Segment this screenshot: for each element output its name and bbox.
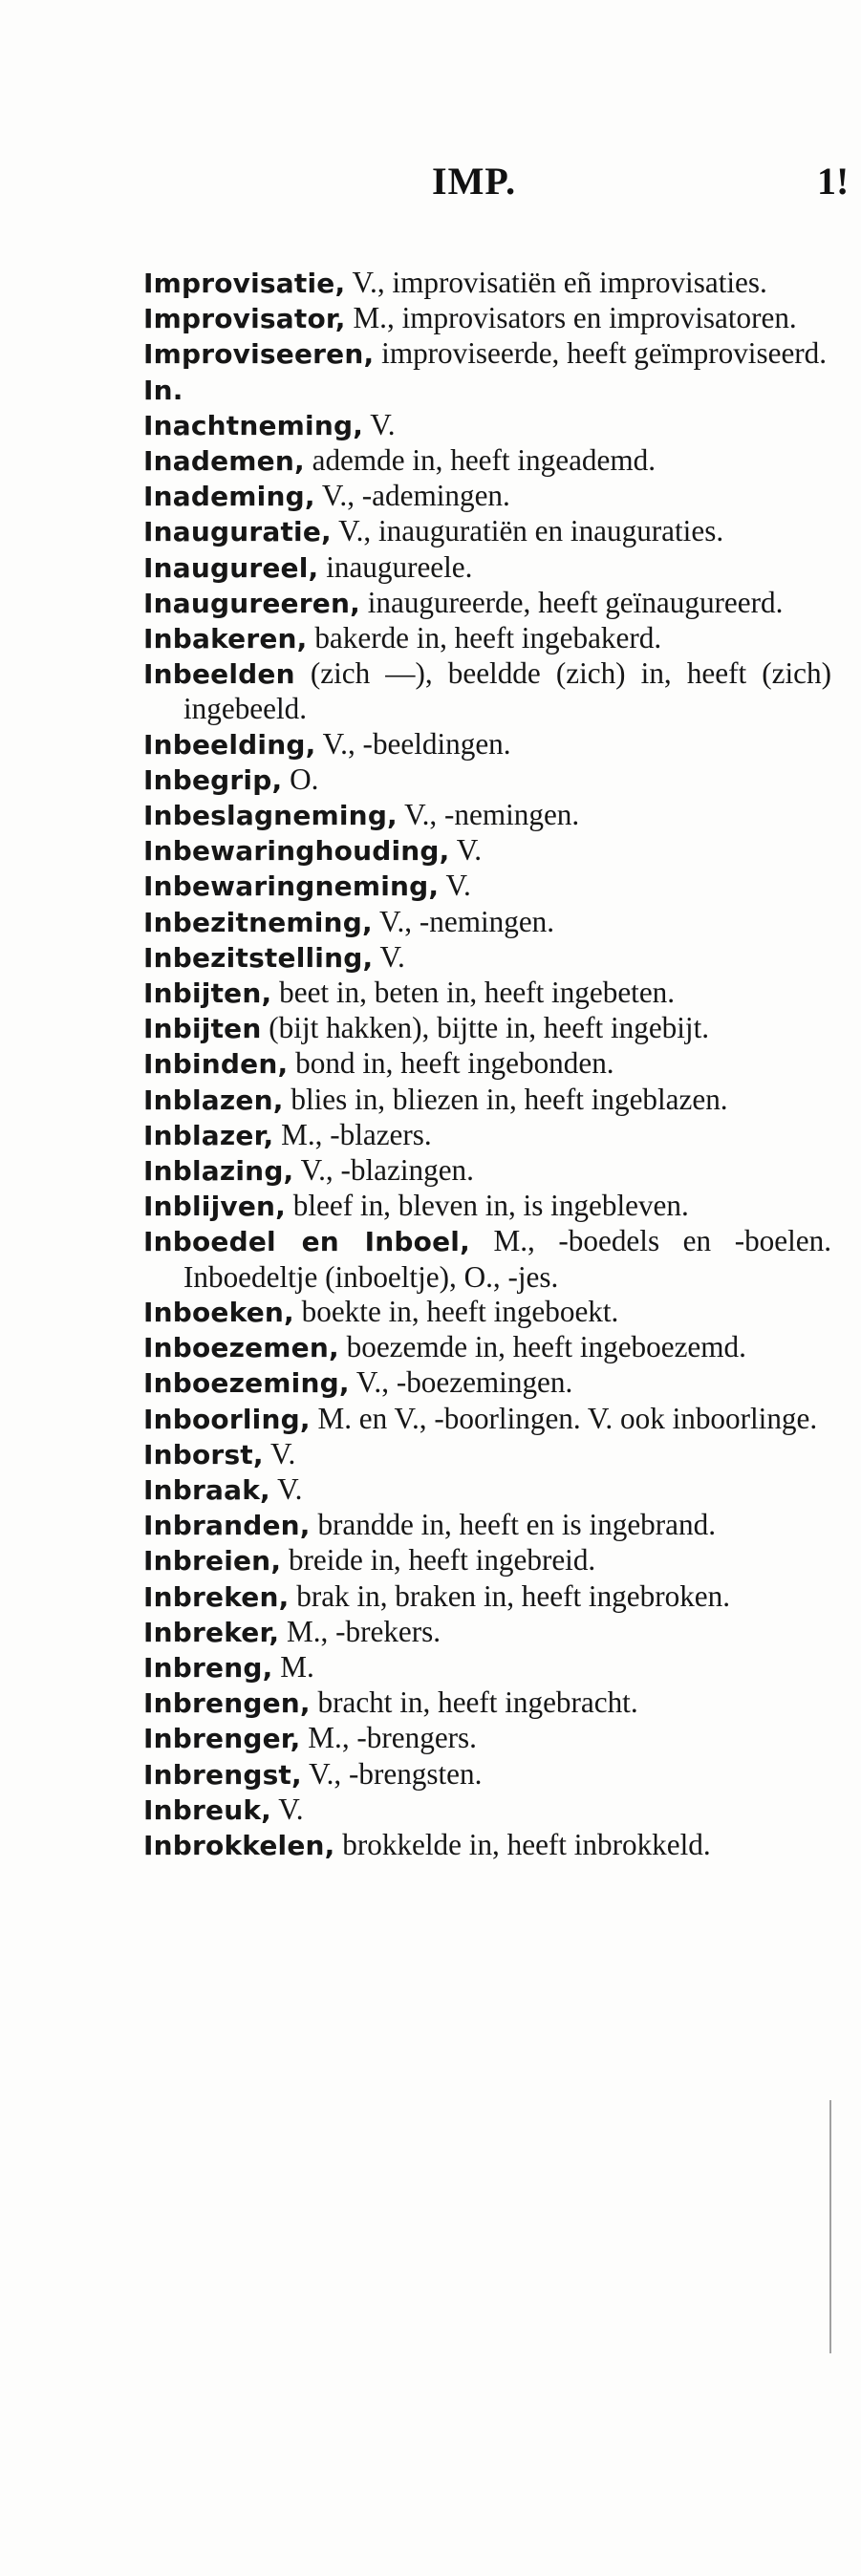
- headword: Inbrengen,: [143, 1687, 311, 1720]
- headword: Inbezitstelling,: [143, 941, 374, 974]
- dictionary-entry: [143, 833, 831, 869]
- dictionary-entry: [143, 1365, 831, 1401]
- dictionary-entry: [143, 1650, 831, 1685]
- definition: bond in, heeft ingebonden.: [288, 1046, 614, 1081]
- headword: Inboeken,: [143, 1296, 294, 1328]
- dictionary-entry: [143, 905, 831, 940]
- dictionary-entry: [143, 1543, 831, 1578]
- definition: O.: [282, 762, 319, 796]
- definition: boekte in, heeft ingeboekt.: [293, 1294, 619, 1328]
- dictionary-entry: [143, 1685, 831, 1721]
- definition: V.: [439, 869, 471, 903]
- dictionary-entry: [143, 443, 831, 479]
- dictionary-entry: [143, 479, 831, 514]
- dictionary-entry: [143, 514, 831, 549]
- headword: Inbrokkelen,: [143, 1829, 335, 1861]
- definition: boezemde in, heeft ingeboezemd.: [338, 1330, 746, 1364]
- definition: V., -beeldingen.: [315, 726, 511, 761]
- definition: blies in, bliezen in, heeft ingeblazen.: [283, 1082, 728, 1116]
- definition: breide in, heeft ingebreid.: [281, 1543, 596, 1578]
- definition: brokkelde in, heeft inbrokkeld.: [334, 1827, 711, 1861]
- dictionary-entry: [143, 1792, 831, 1828]
- definition: V.: [271, 1792, 304, 1826]
- dictionary-entry: [143, 621, 831, 656]
- definition: bleef in, bleven in, is ingebleven.: [286, 1189, 689, 1223]
- dictionary-entry: [143, 586, 831, 621]
- headword: Inboezeming,: [143, 1367, 350, 1400]
- dictionary-entry: [143, 1508, 831, 1543]
- dictionary-entry: [143, 762, 831, 798]
- definition: M. en V., -boorlingen. V. ook inboorlinge.: [310, 1401, 818, 1435]
- definition: V., -nemingen.: [372, 904, 555, 938]
- definition: V., -blazingen.: [293, 1153, 474, 1188]
- dictionary-entry: [143, 1472, 831, 1508]
- headword: Inaugureeren,: [143, 587, 360, 619]
- definition: beet in, beten in, heeft ingebeten.: [271, 976, 676, 1010]
- headword: Inbrenger,: [143, 1723, 301, 1755]
- headword: Inboedel en Inboel,: [143, 1226, 470, 1258]
- dictionary-entry: [143, 336, 831, 372]
- margin-rule: [829, 2100, 831, 2353]
- headword: Inblazer,: [143, 1119, 274, 1151]
- definition: V.: [363, 407, 396, 441]
- dictionary-entry: [143, 1579, 831, 1615]
- dictionary-entry: [143, 1224, 831, 1294]
- entry-list: [143, 266, 831, 1863]
- dictionary-entry: [143, 656, 831, 726]
- headword: Inademing,: [143, 481, 315, 513]
- dictionary-entry: [143, 1083, 831, 1118]
- headword: Inbreien,: [143, 1545, 282, 1578]
- definition: V.: [373, 939, 405, 974]
- dictionary-entry: [143, 373, 831, 408]
- headword: Inbreuk,: [143, 1793, 271, 1826]
- dictionary-entry: [143, 869, 831, 904]
- headword: Inbraak,: [143, 1473, 270, 1506]
- headword: Inbeslagneming,: [143, 800, 398, 832]
- headword: Inachtneming,: [143, 409, 364, 441]
- headword: Inbranden,: [143, 1510, 311, 1542]
- headword: Inbakeren,: [143, 623, 308, 655]
- headword: Improvisator,: [143, 303, 346, 335]
- headword: Inboorling,: [143, 1403, 311, 1435]
- headword: Inbreng,: [143, 1651, 273, 1684]
- definition: (bijt hakken), bijtte in, heeft ingebijt.: [261, 1011, 710, 1045]
- definition: M., -brekers.: [279, 1614, 441, 1648]
- dictionary-entry: [143, 408, 831, 443]
- definition: M., -blazers.: [273, 1117, 432, 1151]
- headword: Inbreken,: [143, 1580, 290, 1613]
- definition: V.: [263, 1436, 296, 1470]
- definition: V., -nemingen.: [397, 798, 580, 832]
- page-number: 1!: [817, 160, 850, 203]
- dictionary-entry: [143, 1011, 831, 1046]
- definition: V., inauguratiën en inauguraties.: [331, 514, 724, 548]
- headword: Inbijten: [143, 1013, 262, 1045]
- dictionary-entry: [143, 1437, 831, 1472]
- dictionary-entry: [143, 1721, 831, 1756]
- headword: Inbinden,: [143, 1048, 289, 1081]
- definition: inaugureele.: [318, 549, 473, 584]
- headword: Inblijven,: [143, 1191, 286, 1223]
- headword: Inbreker,: [143, 1616, 280, 1648]
- definition: M.: [272, 1649, 314, 1684]
- dictionary-entry: [143, 1330, 831, 1365]
- headword: Inblazing,: [143, 1155, 294, 1188]
- headword: Improviseeren,: [143, 338, 375, 371]
- definition: bakerde in, heeft ingebakerd.: [307, 621, 662, 655]
- headword: Inbewaringneming,: [143, 870, 440, 903]
- definition: V.: [269, 1471, 303, 1506]
- dictionary-entry: [143, 1402, 831, 1437]
- definition: V., improvisatiën eñ improvisaties.: [345, 266, 767, 299]
- headword: Inbezitneming,: [143, 906, 373, 938]
- definition: M., -boedels en -boelen. Inboedeltje (inboeltje), O., -jes.: [183, 1224, 832, 1294]
- dictionary-entry: [143, 301, 831, 336]
- headword: In.: [143, 374, 183, 406]
- definition: (zich —), beeldde (zich) in, heeft (zich) ingebeeld.: [183, 656, 831, 726]
- definition: V., -brengsten.: [301, 1756, 483, 1791]
- definition: V., -boezemingen.: [349, 1365, 573, 1400]
- definition: brak in, braken in, heeft ingebroken.: [289, 1578, 731, 1613]
- headword: Improvisatie,: [143, 268, 346, 299]
- headword: Inbewaringhouding,: [143, 835, 450, 868]
- dictionary-entry: [143, 1757, 831, 1792]
- dictionary-entry: [143, 1828, 831, 1863]
- definition: bracht in, heeft ingebracht.: [310, 1685, 638, 1720]
- headword: Inbeelden: [143, 658, 295, 691]
- headword: Inauguratie,: [143, 516, 332, 548]
- dictionary-entry: [143, 798, 831, 833]
- running-head: IMP.: [432, 160, 517, 203]
- headword: Inblazen,: [143, 1084, 284, 1116]
- headword: Inbegrip,: [143, 763, 283, 796]
- dictionary-entry: [143, 727, 831, 762]
- dictionary-entry: [143, 1046, 831, 1082]
- headword: Inborst,: [143, 1438, 264, 1470]
- dictionary-entry: [143, 1295, 831, 1330]
- dictionary-entry: [143, 1153, 831, 1189]
- dictionary-entry: [143, 266, 831, 301]
- definition: V., -ademingen.: [314, 479, 510, 513]
- headword: Inbeelding,: [143, 728, 316, 761]
- headword: Inboezemen,: [143, 1332, 339, 1364]
- dictionary-entry: [143, 550, 831, 586]
- page-header: [0, 159, 861, 206]
- headword: Inaugureel,: [143, 551, 319, 584]
- dictionary-entry: [143, 1615, 831, 1650]
- dictionary-entry: [143, 976, 831, 1011]
- dictionary-entry: [143, 1118, 831, 1153]
- definition: improviseerde, heeft geïmproviseerd.: [374, 336, 828, 371]
- definition: M., -brengers.: [300, 1721, 477, 1755]
- dictionary-entry: [143, 940, 831, 976]
- headword: Inbijten,: [143, 977, 272, 1010]
- definition: V.: [449, 833, 483, 868]
- headword: Inbrengst,: [143, 1758, 302, 1791]
- definition: brandde in, heeft en is ingebrand.: [310, 1508, 716, 1542]
- headword: Inademen,: [143, 445, 305, 478]
- definition: ademde in, heeft ingeademd.: [304, 443, 656, 478]
- definition: M., improvisators en improvisatoren.: [345, 301, 797, 335]
- dictionary-entry: [143, 1189, 831, 1224]
- definition: inaugureerde, heeft geïnaugureerd.: [359, 585, 784, 619]
